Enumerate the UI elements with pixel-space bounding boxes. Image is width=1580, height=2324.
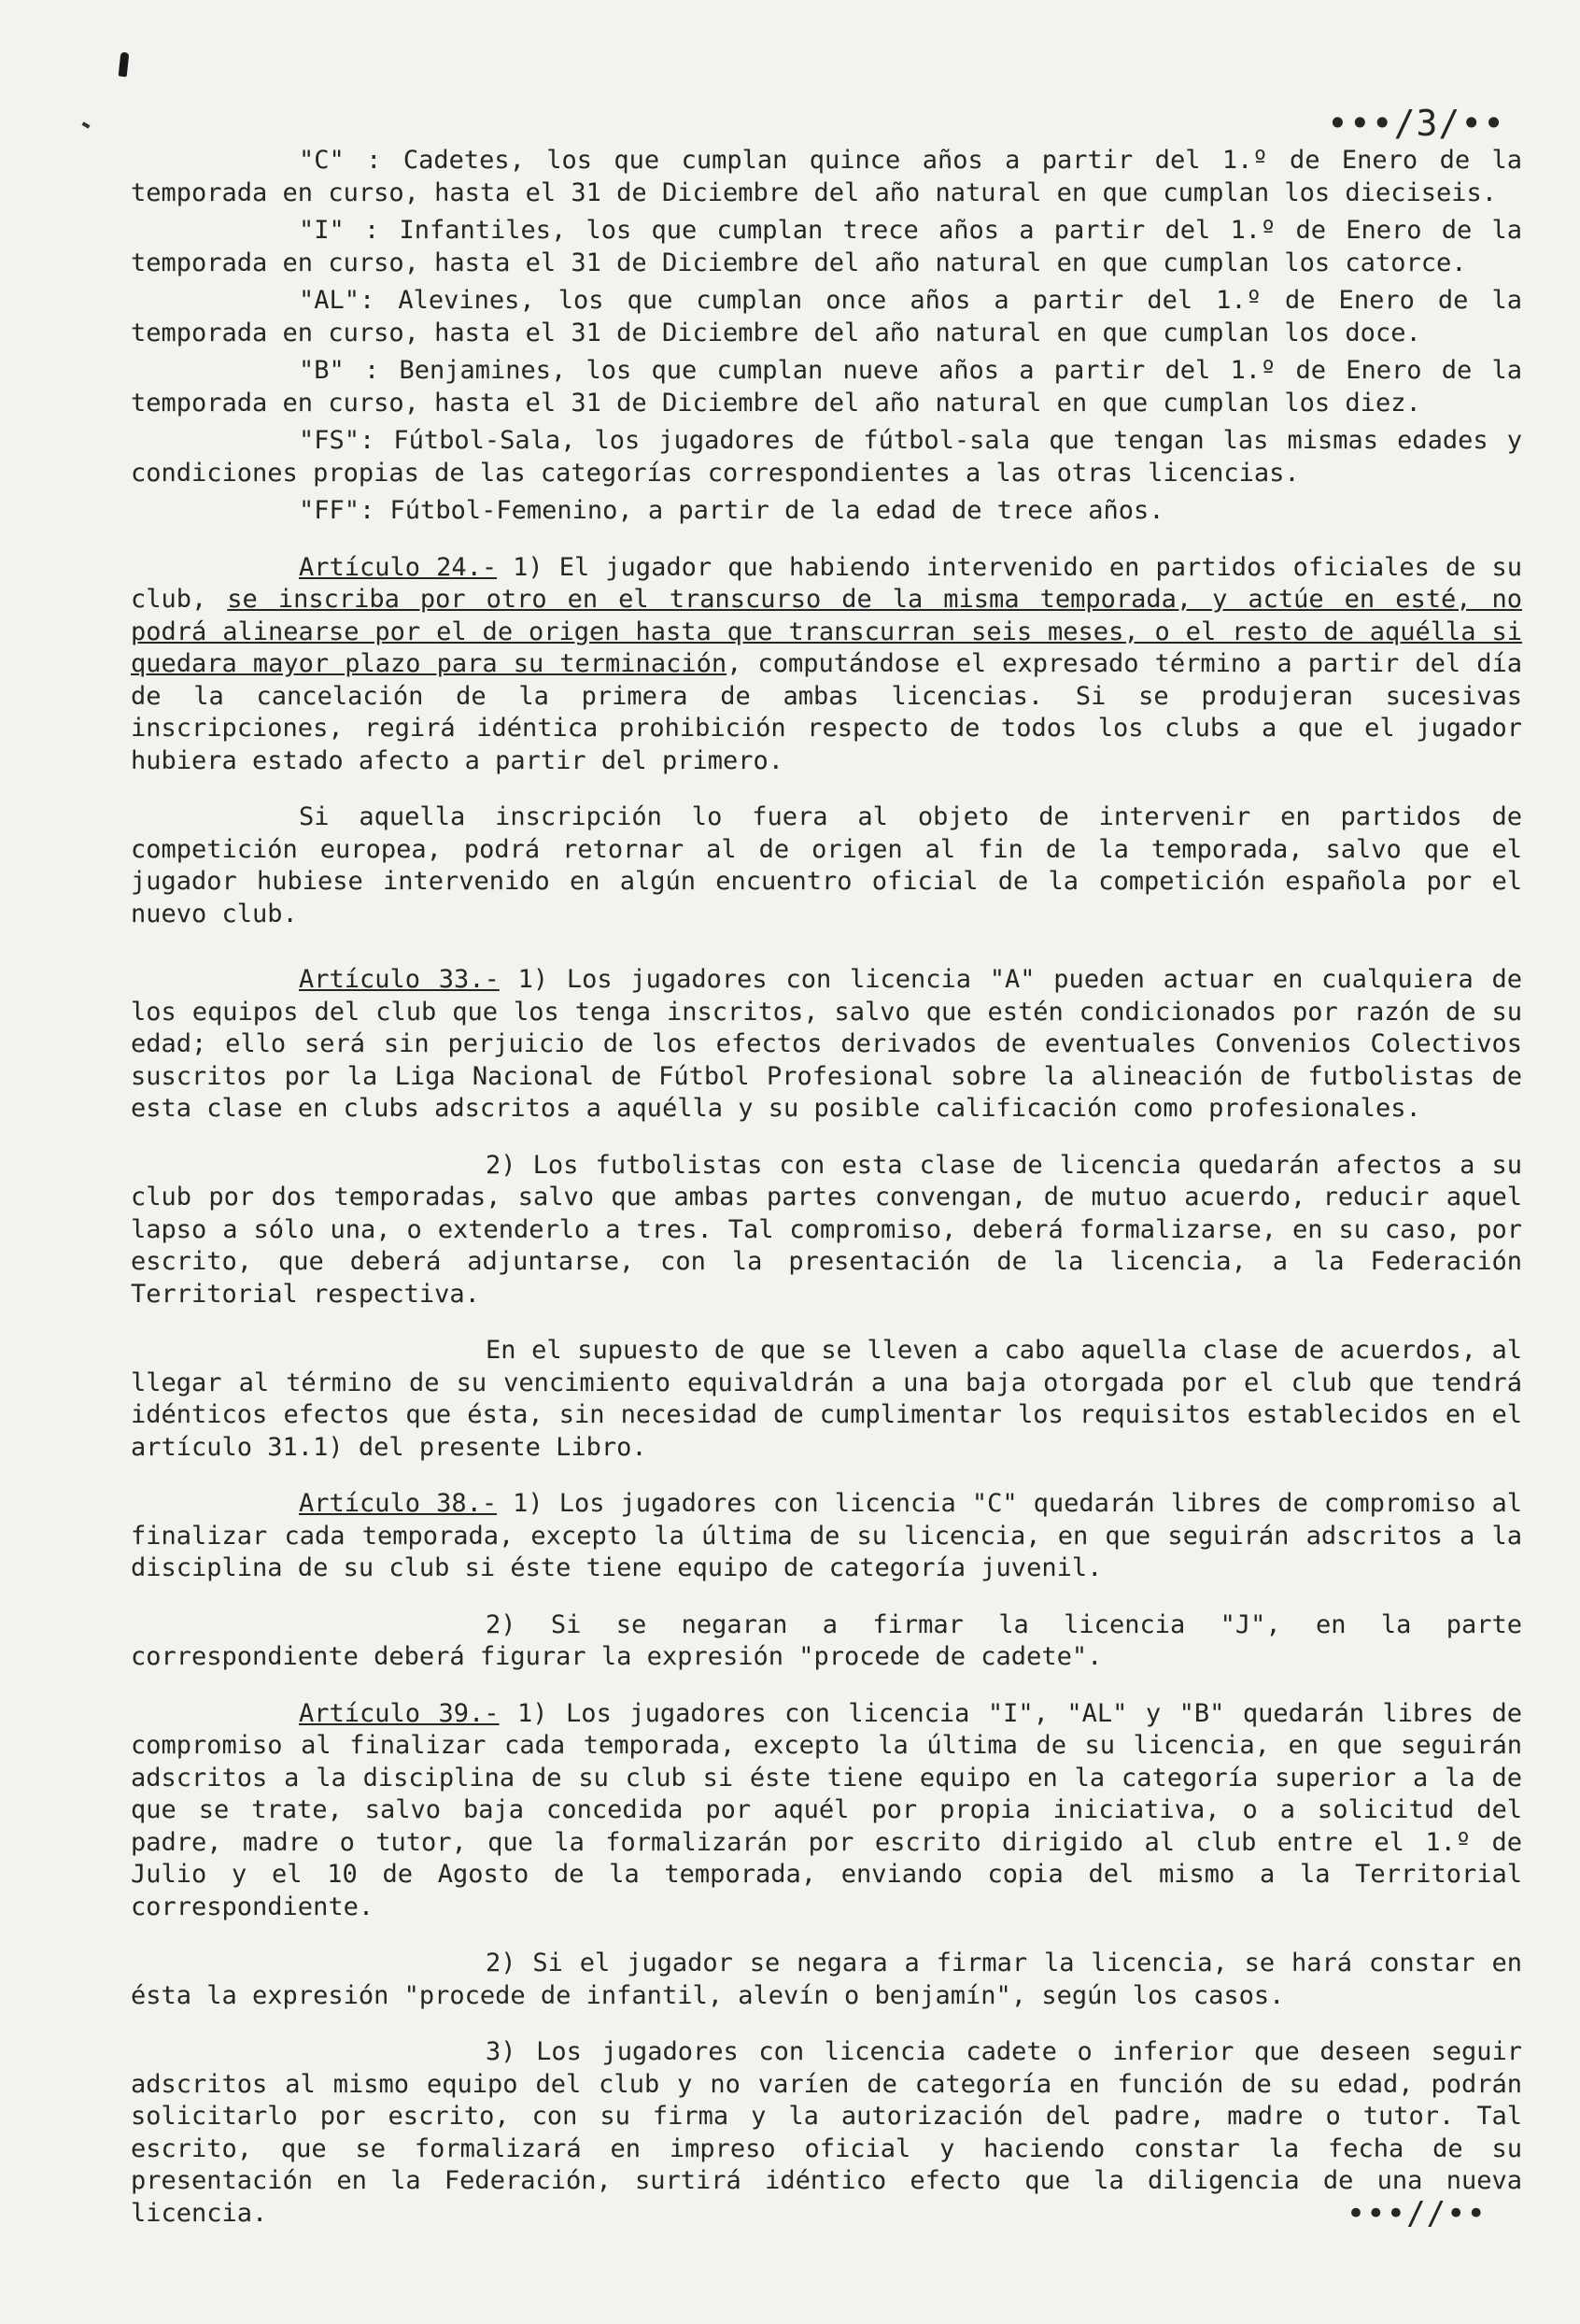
category-item	[131, 215, 1522, 279]
article-24	[131, 552, 1522, 931]
article-24-title: Artículo 24.-	[299, 552, 498, 582]
category-item	[131, 425, 1522, 489]
article-38-text: 1) Los jugadores con licencia "C" quedarán libres de compromiso al finalizar cada temporada, excepto la última de su licencia, en que seguirán adscritos a la disciplina de su club si éste tiene equipo de categoría juvenil.	[131, 1489, 1522, 1582]
article-39-paragraph-1	[131, 1698, 1522, 1924]
category-code: "B" :	[299, 356, 380, 385]
document-body	[131, 145, 1522, 2235]
article-39-paragraph-3: 3) Los jugadores con licencia cadete o inferior que deseen seguir adscritos al mismo equipo del club y no varíen de categoría en función de su edad, podrán solicitarlo por escrito, con su firma y la autorización del padre, madre o tutor. Tal escrito, que se formalizará en impreso oficial y haciendo constar la fecha de su presentación en la Federación, surtirá idéntico efecto que la diligencia de una nueva licencia.	[131, 2037, 1522, 2228]
article-38	[131, 1488, 1522, 1674]
category-item	[131, 285, 1522, 349]
article-39-text: 1) Los jugadores con licencia "I", "AL" y "B" quedarán libres de compromiso al finalizar cada temporada, excepto la última de su licencia, en que seguirán adscritos a la disciplina de su club si éste tiene equipo en la categoría superior a la de que se trate, salvo baja concedida por aquél por propia iniciativa, o a solicitud del padre, madre o tutor, que la formalizarán por escrito dirigido al club entre el 1.º de Julio y el 10 de Agosto de la temporada, enviando copia del mismo a la Territorial correspondiente.	[131, 1698, 1522, 1921]
category-list	[131, 145, 1522, 528]
category-text: Fútbol-Femenino, a partir de la edad de trece años.	[389, 496, 1164, 525]
page-number: •••/3/••	[1326, 103, 1505, 144]
article-24-text-b: , computándose el expresado término a partir del día de la cancelación de la primera de ambas licencias. Si se produjeran sucesivas inscripciones, regirá idéntica prohibición respecto de todos los clubs a que el jugador hubiera estado afecto a partir del primero.	[131, 649, 1523, 775]
category-code: "FS":	[299, 426, 375, 455]
article-33-paragraph-3: En el supuesto de que se lleven a cabo aquella clase de acuerdos, al llegar al término de su vencimiento equivaldrán a una baja otorgada por el club que tendrá idénticos efectos que ésta, sin necesidad de cumplimentar los requisitos establecidos en el artículo 31.1) del presente Libro.	[131, 1336, 1522, 1462]
article-24-paragraph-1	[131, 552, 1522, 778]
article-39-paragraph-2: 2) Si el jugador se negara a firmar la licencia, se hará constar en ésta la expresión "procede de infantil, alevín o benjamín", según los casos.	[131, 1948, 1522, 2010]
category-item	[131, 145, 1522, 209]
article-38-paragraph-2: 2) Si se negaran a firmar la licencia "J", en la parte correspondiente deberá figurar la expresión "procede de cadete".	[131, 1609, 1522, 1671]
article-33-paragraph-1	[131, 964, 1522, 1126]
margin-tick-mark	[82, 121, 91, 128]
article-24-underlined-text: se inscriba por otro en el transcurso de la misma temporada, y actúe en esté, no podrá alinearse por el de origen hasta que transcurran seis meses, o el resto de aquélla si quedara mayor plazo para su terminación	[131, 585, 1522, 678]
article-39	[131, 1698, 1522, 2231]
article-33-paragraph-2: 2) Los futbolistas con esta clase de licencia quedarán afectos a su club por dos temporadas, salvo que ambas partes convengan, de mutuo acuerdo, reducir aquel lapso a sólo una, o extenderlo a tres. Tal compromiso, deberá formalizarse, en su caso, por escrito, que deberá adjuntarse, con la presentación de la licencia, a la Federación Territorial respectiva.	[131, 1150, 1522, 1309]
category-item	[131, 495, 1522, 528]
continuation-mark: •••//••	[1346, 2195, 1487, 2232]
category-code: "AL":	[299, 286, 375, 315]
category-code: "C" :	[299, 146, 382, 175]
article-24-paragraph-2: Si aquella inscripción lo fuera al objeto de intervenir en partidos de competición europea, podrá retornar al de origen al fin de la temporada, salvo que el jugador hubiese intervenido en algún encuentro oficial de la competición española por el nuevo club.	[131, 802, 1522, 928]
article-38-title: Artículo 38.-	[299, 1489, 498, 1518]
article-39-title: Artículo 39.-	[299, 1698, 500, 1728]
article-33-text: 1) Los jugadores con licencia "A" pueden actuar en cualquiera de los equipos del club que los tenga inscritos, salvo que estén condicionados por razón de su edad; ello será sin perjuicio de los efectos derivados de eventuales Convenios Colectivos suscritos por la Liga Nacional de Fútbol Profesional sobre la alineación de futbolistas de esta clase en clubs adscritos a aquélla y su posible calificación como profesionales.	[131, 965, 1522, 1123]
category-text: Alevines, los que cumplan once años a partir del 1.º de Enero de la temporada en curso, hasta el 31 de Diciembre del año natural en que cumplan los doce.	[131, 286, 1522, 347]
category-code: "I" :	[299, 216, 380, 245]
category-code: "FF":	[299, 496, 375, 525]
category-text: Fútbol-Sala, los jugadores de fútbol-sala que tengan las mismas edades y condiciones propias de las categorías correspondientes a las otras licencias.	[131, 426, 1523, 488]
category-text: Cadetes, los que cumplan quince años a partir del 1.º de Enero de la temporada en curso, hasta el 31 de Diciembre del año natural en que cumplan los dieciseis.	[131, 146, 1522, 207]
article-33-title: Artículo 33.-	[299, 965, 500, 994]
article-38-paragraph-1	[131, 1488, 1522, 1585]
article-33	[131, 964, 1522, 1464]
category-text: Benjamines, los que cumplan nueve años a partir del 1.º de Enero de la temporada en curso, hasta el 31 de Diciembre del año natural en que cumplan los diez.	[131, 356, 1522, 418]
article-24-text-a: 1) El jugador que habiendo intervenido en partidos oficiales de su club,	[131, 552, 1522, 614]
category-item	[131, 355, 1522, 419]
ink-mark	[119, 52, 130, 78]
category-text: Infantiles, los que cumplan trece años a partir del 1.º de Enero de la temporada en curso, hasta el 31 de Diciembre del año natural en que cumplan los catorce.	[131, 216, 1522, 277]
